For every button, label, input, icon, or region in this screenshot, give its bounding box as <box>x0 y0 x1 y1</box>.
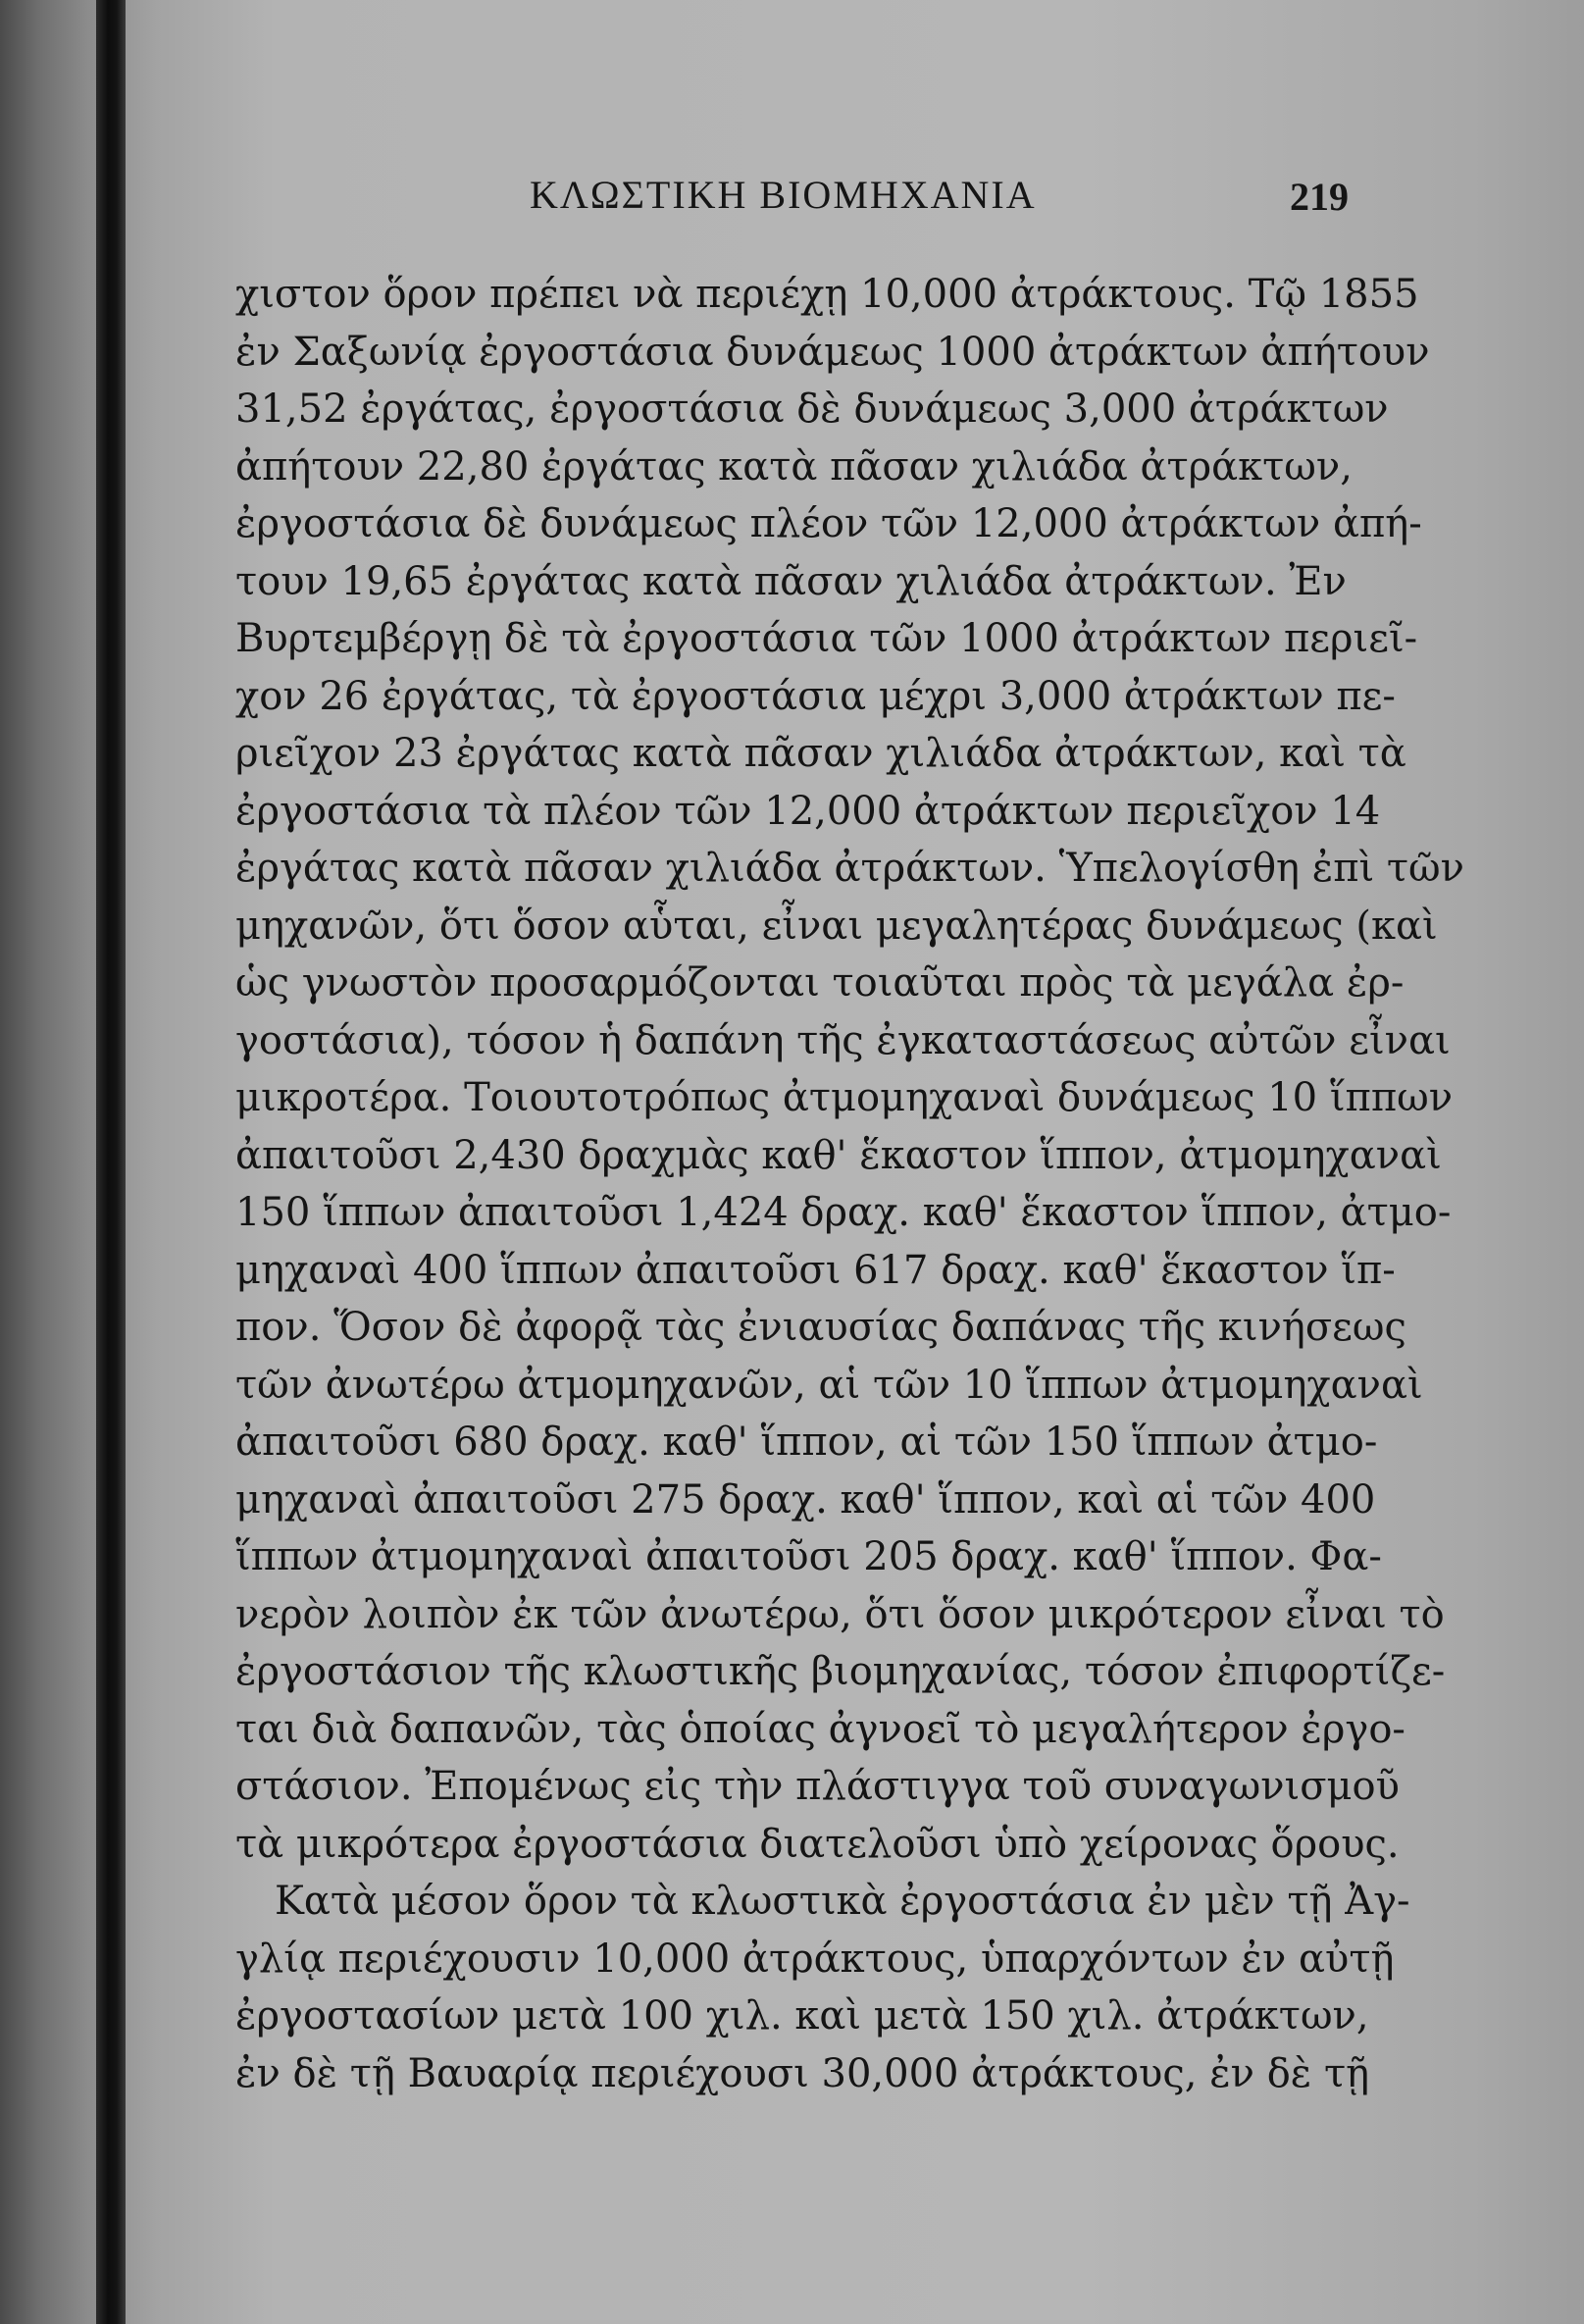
page-header <box>235 162 1349 231</box>
text-line: ἐργοστάσιον τῆς κλωστικῆς βιομηχανίας, τόσον ἐπιφορτίζε- <box>235 1649 1446 1694</box>
text-line: νερὸν λοιπὸν ἐκ τῶν ἀνωτέρω, ὅτι ὅσον μικρότερον εἶναι τὸ <box>235 1591 1445 1637</box>
text-line: τουν 19,65 ἐργάτας κατὰ πᾶσαν χιλιάδα ἀτράκτων. Ἐν <box>235 558 1347 604</box>
text-line: ἀπήτουν 22,80 ἐργάτας κατὰ πᾶσαν χιλιάδα ἀτράκτων, <box>235 443 1353 490</box>
text-line: γοστάσια), τόσον ἡ δαπάνη τῆς ἐγκαταστάσεως αὐτῶν εἶναι <box>235 1017 1451 1063</box>
text-line: ριεῖχον 23 ἐργάτας κατὰ πᾶσαν χιλιάδα ἀτράκτων, καὶ τὰ <box>235 731 1406 776</box>
text-line: ἐν δὲ τῇ Βαυαρίᾳ περιέχουσι 30,000 ἀτράκτους, ἐν δὲ τῇ <box>235 2050 1370 2096</box>
text-line: 31,52 ἐργάτας, ἐργοστάσια δὲ δυνάμεως 3,000 ἀτράκτων <box>235 387 1389 432</box>
text-line: τῶν ἀνωτέρω ἀτμομηχανῶν, αἱ τῶν 10 ἵππων ἀτμομηχαναὶ <box>235 1362 1423 1408</box>
text-line: πον. Ὅσον δὲ ἀφορᾷ τὰς ἐνιαυσίας δαπάνας τῆς κινήσεως <box>235 1305 1406 1350</box>
text-line: μικροτέρα. Τοιουτοτρόπως ἀτμομηχαναὶ δυνάμεως 10 ἵππων <box>235 1075 1454 1120</box>
text-line: ται διὰ δαπανῶν, τὰς ὁποίας ἀγνοεῖ τὸ μεγαλήτερον ἐργο- <box>235 1706 1405 1752</box>
text-line: τὰ μικρότερα ἐργοστάσια διατελοῦσι ὑπὸ χείρονας ὅρους. <box>235 1821 1400 1867</box>
text-line: ἐργοστασίων μετὰ 100 χιλ. καὶ μετὰ 150 χιλ. ἀτράκτων, <box>235 1993 1369 2039</box>
text-line: γλίᾳ περιέχουσιν 10,000 ἀτράκτους, ὑπαρχόντων ἐν αὐτῇ <box>235 1936 1395 1982</box>
text-line: ἐργοστάσια τὰ πλέον τῶν 12,000 ἀτράκτων περιεῖχον 14 <box>235 788 1381 834</box>
book-page <box>235 162 1464 2102</box>
text-line: στάσιον. Ἐπομένως εἰς τὴν πλάστιγγα τοῦ συναγωνισμοῦ <box>235 1764 1400 1809</box>
text-line: ἐν Σαξωνίᾳ ἐργοστάσια δυνάμεως 1000 ἀτράκτων ἀπήτουν <box>235 329 1430 375</box>
text-line: μηχανῶν, ὅτι ὅσον αὗται, εἶναι μεγαλητέρας δυνάμεως (καὶ <box>235 903 1438 949</box>
text-line: ὡς γνωστὸν προσαρμόζονται τοιαῦται πρὸς τὰ μεγάλα ἐρ- <box>235 960 1405 1006</box>
text-line: χον 26 ἐργάτας, τὰ ἐργοστάσια μέχρι 3,000 ἀτράκτων πε- <box>235 673 1396 719</box>
body-text <box>235 266 1464 2102</box>
text-line: μηχαναὶ 400 ἵππων ἀπαιτοῦσι 617 δραχ. καθ' ἕκαστον ἵπ- <box>235 1247 1396 1293</box>
text-line: ἀπαιτοῦσι 2,430 δραχμὰς καθ' ἕκαστον ἵππον, ἀτμομηχαναὶ <box>235 1132 1442 1178</box>
text-line: ἵππων ἀτμομηχαναὶ ἀπαιτοῦσι 205 δραχ. καθ' ἵππον. Φα- <box>235 1534 1382 1579</box>
text-line: χιστον ὅρον πρέπει νὰ περιέχῃ 10,000 ἀτράκτους. Τῷ 1855 <box>235 272 1419 317</box>
text-line: ἐργοστάσια δὲ δυνάμεως πλέον τῶν 12,000 ἀτράκτων ἀπή- <box>235 501 1422 546</box>
text-line: μηχαναὶ ἀπαιτοῦσι 275 δραχ. καθ' ἵππον, καὶ αἱ τῶν 400 <box>235 1476 1376 1523</box>
text-line: ἀπαιτοῦσι 680 δραχ. καθ' ἵππον, αἱ τῶν 150 ἵππων ἀτμο- <box>235 1420 1378 1465</box>
text-line: Κατὰ μέσον ὅρον τὰ κλωστικὰ ἐργοστάσια ἐν μὲν τῇ Ἀγ- <box>275 1879 1410 1924</box>
text-line: 150 ἵππων ἀπαιτοῦσι 1,424 δραχ. καθ' ἕκαστον ἵππον, ἀτμο- <box>235 1190 1452 1235</box>
page-number: 219 <box>1290 175 1349 219</box>
book-gutter-shadow <box>96 0 126 2324</box>
text-line: ἐργάτας κατὰ πᾶσαν χιλιάδα ἀτράκτων. Ὑπελογίσθη ἐπὶ τῶν <box>235 846 1464 891</box>
text-line: Βυρτεμβέργῃ δὲ τὰ ἐργοστάσια τῶν 1000 ἀτράκτων περιεῖ- <box>235 616 1418 661</box>
running-title: ΚΛΩΣΤΙΚΗ ΒΙΟΜΗΧΑΝΙΑ <box>530 173 1037 217</box>
